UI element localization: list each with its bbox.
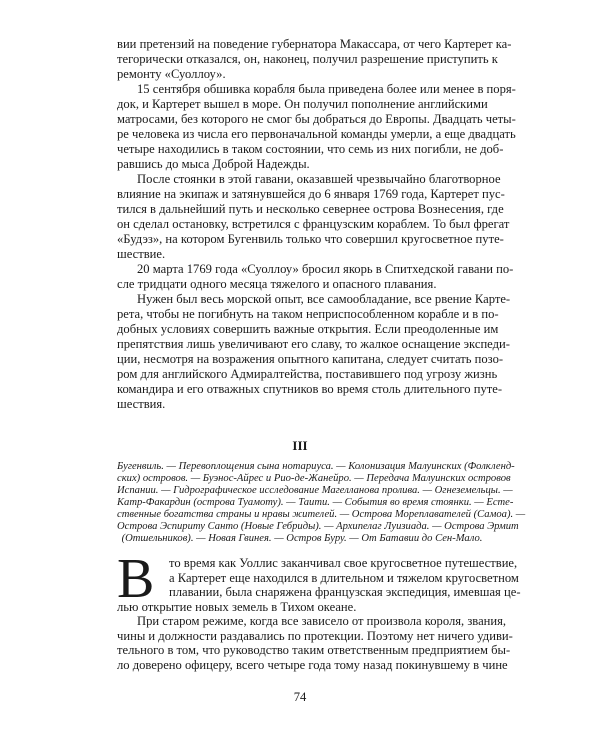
drop-cap: В bbox=[117, 548, 155, 610]
paragraph-line: док, и Картерет вышел в море. Он получил пополнение английскими bbox=[117, 97, 488, 111]
paragraph-line: рета, чтобы не погибнуть на таком неприспособленном корабле и в по- bbox=[117, 307, 499, 321]
paragraph-line: ции, несмотря на возражения опытного капитана, следует считать позо- bbox=[117, 352, 504, 366]
paragraph-line: ремонту «Суоллоу». bbox=[117, 67, 226, 81]
paragraph-line: 20 марта 1769 года «Суоллоу» бросил якорь в Спитхедской гавани по- bbox=[137, 262, 514, 276]
paragraph-line: а Картерет еще находился в длительном и тяжелом кругосветном bbox=[169, 570, 519, 585]
paragraph-line: то время как Уоллис заканчивал свое кругосветное путешествие, bbox=[169, 556, 518, 570]
paragraph-line: шествие. bbox=[117, 247, 166, 261]
paragraph-line: ло доверено офицеру, всего четыре года тому назад покинувшему в чине bbox=[117, 657, 508, 672]
chapter-heading: III bbox=[292, 438, 308, 453]
paragraph-line: При старом режиме, когда все зависело от произвола короля, звания, bbox=[137, 614, 507, 628]
paragraph-line: Нужен был весь морской опыт, все самообладание, все рвение Карте- bbox=[137, 292, 511, 306]
summary-line: ственные богатства страны и нравы жителей. — Острова Мореплавателей (Самоа). — bbox=[117, 509, 526, 520]
paragraph-line: добных условиях совершить важные открытия. Если преодоленные им bbox=[117, 322, 499, 336]
paragraph-line: равшись до мыса Доброй Надежды. bbox=[117, 157, 310, 171]
paragraph-line: ре человека из числа его первоначальной команды умерли, а еще двадцать bbox=[117, 127, 516, 141]
body-text bbox=[117, 37, 516, 412]
paragraph-line: плавании, была снаряжена французская экспедиция, имевшая це- bbox=[169, 585, 521, 599]
paragraph-line: командира и его отважных спутников во время столь длительного путе- bbox=[117, 382, 503, 396]
summary-line: (Отшельников). — Новая Гвинея. — Остров Буру. — От Батавии до Сен-Мало. bbox=[121, 533, 483, 544]
summary-line: Катр-Факардин (острова Туамоту). — Таити. — События во время стоянки. — Есте- bbox=[117, 497, 514, 508]
chapter-summary bbox=[117, 461, 526, 545]
page-number: 74 bbox=[293, 690, 307, 704]
paragraph-line: «Будэз», на котором Бугенвиль только что совершил кругосветное путе- bbox=[117, 232, 504, 246]
paragraph-line: тегорически отказался, он, наконец, получил разрешение приступить к bbox=[117, 52, 498, 66]
paragraph-line: матросами, без которого не смог бы добраться до Европы. Двадцать четы- bbox=[117, 112, 516, 126]
paragraph-line: 15 сентября обшивка корабля была приведена более или менее в поря- bbox=[137, 82, 516, 96]
paragraph-line: шествия. bbox=[117, 397, 166, 411]
paragraph-line: препятствия лишь увеличивают его славу, то жалкое оснащение экспеди- bbox=[117, 337, 510, 351]
chapter-opening bbox=[117, 548, 521, 672]
paragraph-line: тельного в том, что руководство таким ответственным предприятием бы- bbox=[117, 643, 511, 657]
paragraph-line: четыре находились в таком состоянии, что семь из них погибли, не доб- bbox=[117, 142, 504, 156]
paragraph-line: влияние на экипаж и затянувшейся до 6 января 1769 года, Картерет пус- bbox=[117, 187, 505, 201]
summary-line: Бугенвиль. — Перевоплощения сына нотариуса. — Колонизация Малуинских (Фолкленд- bbox=[117, 461, 515, 472]
summary-line: Испании. — Гидрографическое исследование Магелланова пролива. — Огнеземельцы. — bbox=[117, 485, 513, 496]
paragraph-line: сле тридцати одного месяца тяжелого и опасного плавания. bbox=[117, 277, 437, 291]
paragraph-line: ром для английского Адмиралтейства, поставившего под угрозу жизнь bbox=[117, 367, 498, 381]
paragraph-line: тился в дальнейший путь и несколько севернее острова Вознесения, где bbox=[117, 202, 504, 216]
paragraph-line: чины и должности раздавались по протекции. Поэтому нет ничего удиви- bbox=[117, 628, 513, 643]
paragraph-line: вии претензий на поведение губернатора Макассара, от чего Картерет ка- bbox=[117, 37, 512, 51]
summary-line: Острова Эспириту Санто (Новые Гебриды). — Архипелаг Луизиада. — Острова Эрмит bbox=[117, 521, 519, 532]
paragraph-line: он сделал остановку, встретился с французским кораблем. То был фрегат bbox=[117, 217, 510, 231]
summary-line: ских) островов. — Буэнос-Айрес и Рио-де-Жанейро. — Передача Малуинских островов bbox=[117, 473, 511, 484]
paragraph-line: После стоянки в этой гавани, оказавшей чрезвычайно благотворное bbox=[137, 172, 501, 186]
paragraph-line: лью открытие новых земель в Тихом океане. bbox=[117, 599, 357, 614]
